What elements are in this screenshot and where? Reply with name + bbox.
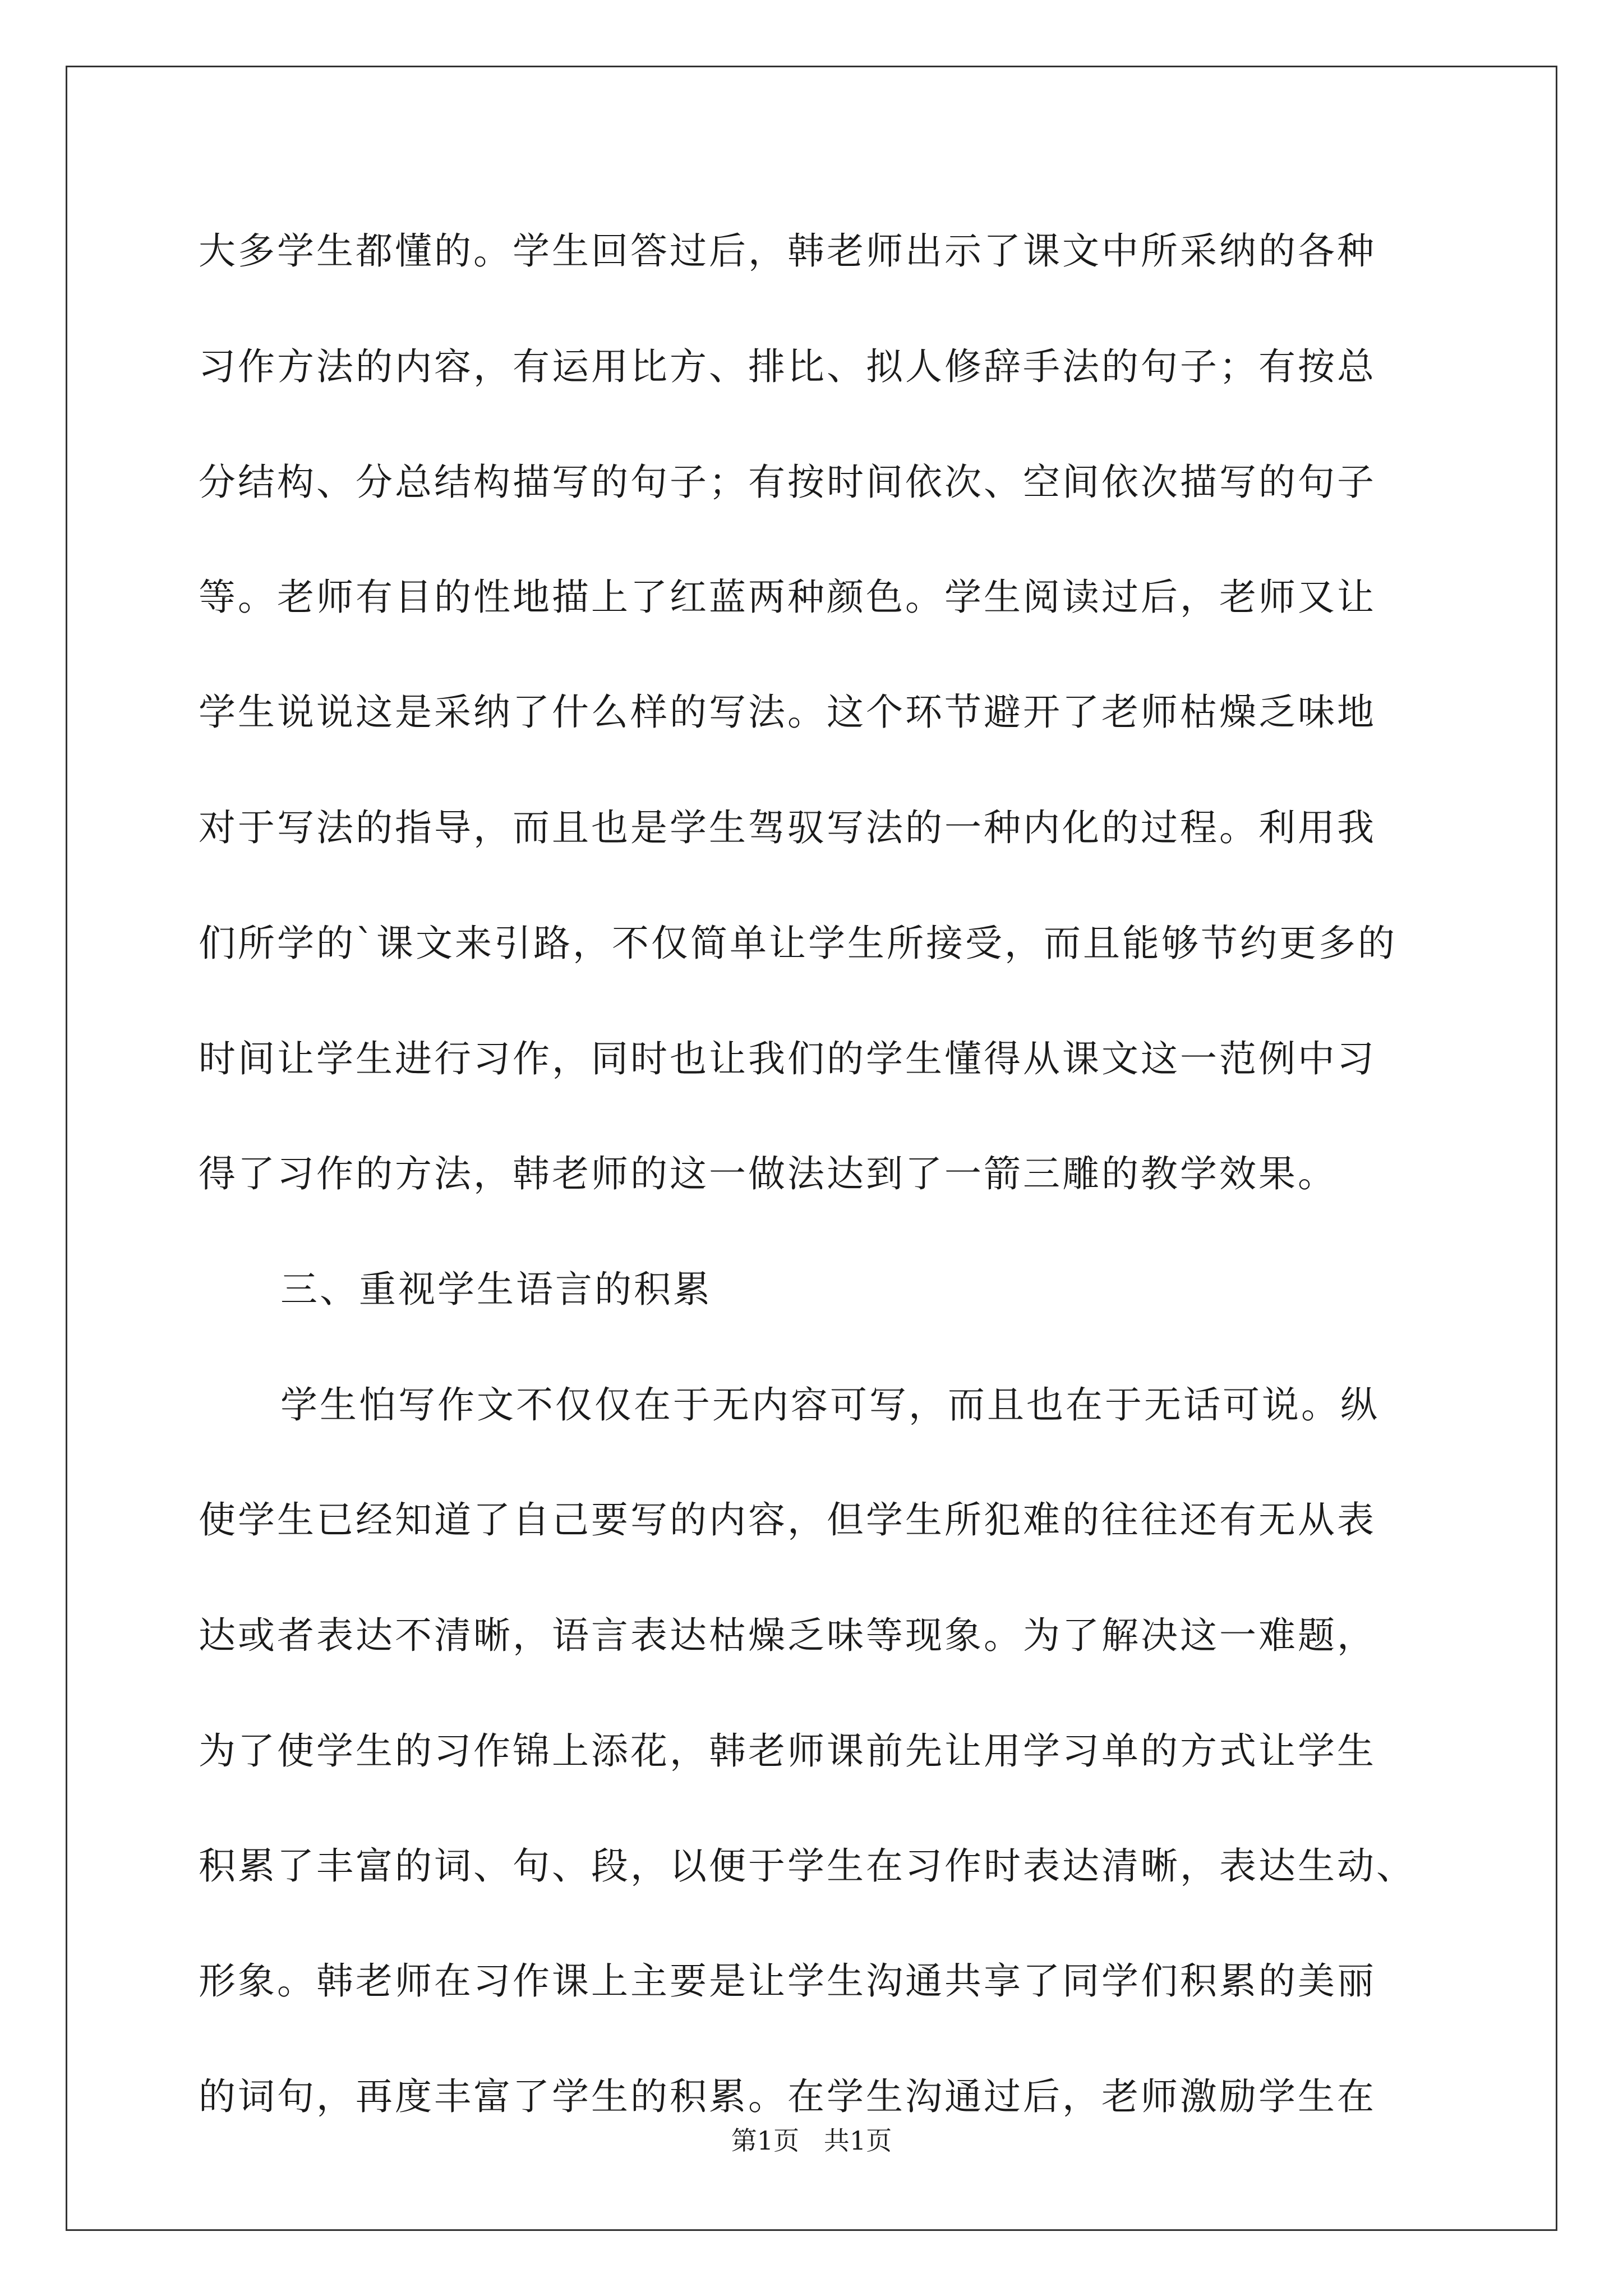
paragraph-line: 得了习作的方法，韩老师的这一做法达到了一箭三雕的教学效果。 [199, 1152, 1337, 1195]
paragraph-line: 们所学的`课文来引路，不仅简单让学生所接受，而且能够节约更多的 [199, 922, 1397, 965]
paragraph-line: 大多学生都懂的。学生回答过后，韩老师出示了课文中所采纳的各种 [199, 229, 1376, 273]
paragraph-line: 习作方法的内容，有运用比方、排比、拟人修辞手法的句子；有按总 [199, 345, 1376, 388]
paragraph-line: 形象。韩老师在习作课上主要是让学生沟通共享了同学们积累的美丽 [199, 1959, 1376, 2003]
page-border [66, 66, 1557, 2231]
paragraph-line: 对于写法的指导，而且也是学生驾驭写法的一种内化的过程。利用我 [199, 806, 1376, 849]
paragraph-line: 时间让学生进行习作，同时也让我们的学生懂得从课文这一范例中习 [199, 1037, 1376, 1080]
paragraph-line: 使学生已经知道了自己要写的内容，但学生所犯难的往往还有无从表 [199, 1498, 1376, 1542]
paragraph-line: 学生说说这是采纳了什么样的写法。这个环节避开了老师枯燥乏味地 [199, 691, 1376, 734]
paragraph-line: 的词句，再度丰富了学生的积累。在学生沟通过后，老师激励学生在 [199, 2075, 1376, 2118]
paragraph-line: 为了使学生的习作锦上添花，韩老师课前先让用学习单的方式让学生 [199, 1729, 1376, 1773]
paragraph-line: 分结构、分总结构描写的句子；有按时间依次、空间依次描写的句子 [199, 461, 1376, 504]
section-heading: 三、重视学生语言的积累 [280, 1268, 712, 1311]
paragraph-line: 学生怕写作文不仅仅在于无内容可写，而且也在于无话可说。纵 [280, 1383, 1380, 1427]
paragraph-line: 积累了丰富的词、句、段，以便于学生在习作时表达清晰，表达生动、 [199, 1844, 1415, 1888]
page-footer: 第1页 共1页 [731, 2125, 892, 2156]
paragraph-line: 达或者表达不清晰，语言表达枯燥乏味等现象。为了解决这一难题， [199, 1614, 1376, 1657]
paragraph-line: 等。老师有目的性地描上了红蓝两种颜色。学生阅读过后，老师又让 [199, 576, 1376, 619]
